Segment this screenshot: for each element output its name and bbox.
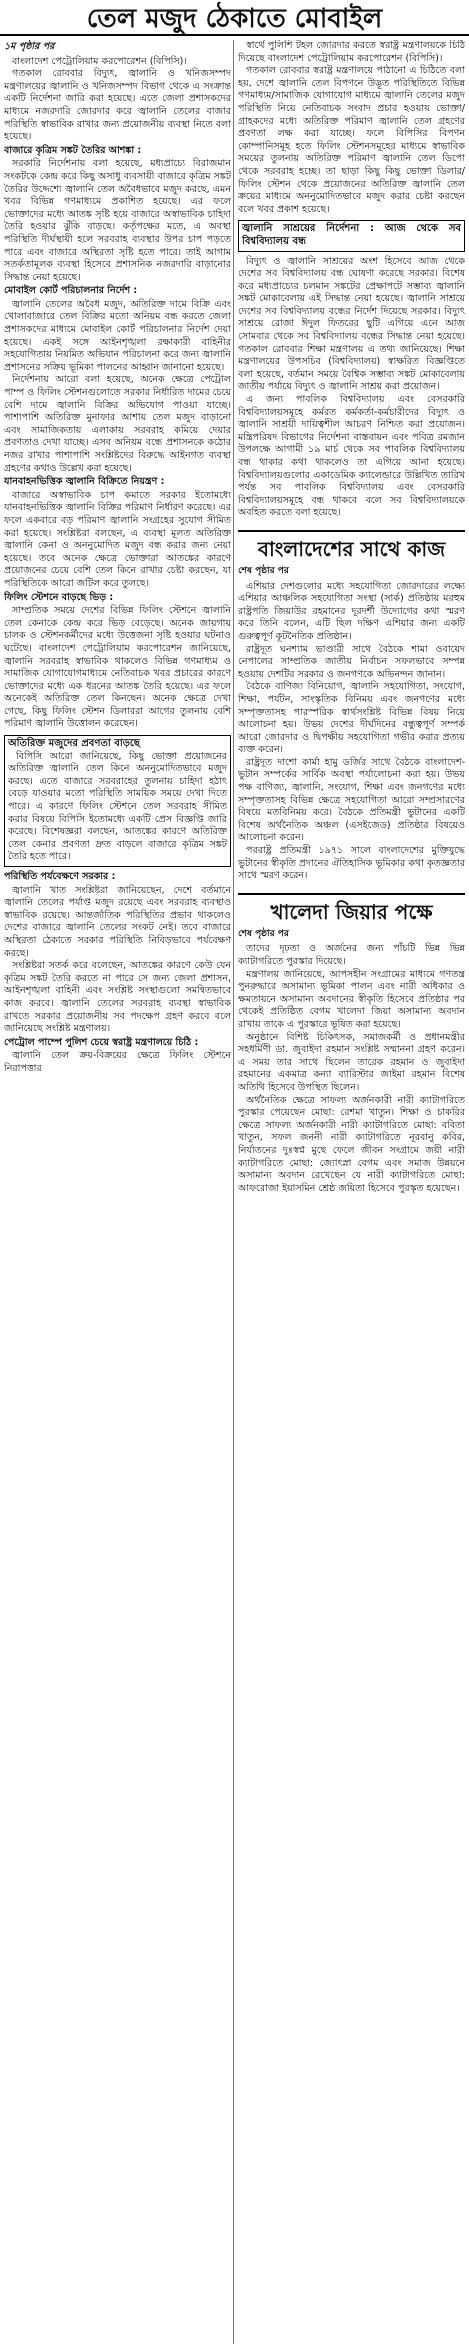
paragraph: রাষ্ট্রদূত দাশো কার্মা হামু ডর্জির সাথে বৈঠকে বাংলাদেশ-ভুটান সম্পর্কের সার্বিক অবস্থা পর্যালোচনা করা হয়। উভয় পক্ষ বাণিজ্য, জ্বালানি, সংযোগ, শিক্ষা এবং জনগণের মধ্যে সম্পৃক্ততাসহ বিভিন্ন ক্ষেত্রে সহযোগিতা আরো সম্প্রসারণের বিষয়ে মতবিনিময় করে। বৈঠকে প্রতিমন্ত্রী ভুটানের একটি বিশেষ অর্থনৈতিক অঞ্চল (এসইজেড) প্রতিষ্ঠার বিষয়েও আলোচনা করেন।: [238, 756, 465, 844]
paragraph: তাদের দৃঢ়তা ও অর্জনের জন্য পাঁচটি ভিন্ন ভিন্ন ক্যাটাগরিতে পুরস্কার দিয়েছে।: [238, 943, 465, 967]
paragraph: নির্দেশনায় আরো বলা হয়েছে, অনেক ক্ষেত্রে পেট্রোল পাম্প ও ফিলিং স্টেশনগুলোতে সরকার নির্ধারিত দামের চেয়ে বেশি দামে জ্বালানি বিক্রির অভিযোগ পাওয়া যাচ্ছে। পাশাপাশি অতিরিক্ত মুনাফার আশায় তেল মজুদ বাড়ানো এবং সামাজিকতায় এলাকায় সরবরাহ কমিয়ে দেয়ার প্রবণতাও দেখা যাচ্ছে। এসব অনিয়ম বন্ধে প্রশাসনকে কঠোর নজর রাখার পাশাপাশি সংশ্লিষ্টদের বিরুদ্ধে আইনগত ব্যবস্থা গ্রহণের কথাও উল্লেখ করা হয়েছে।: [4, 374, 231, 474]
left-column: [4, 40, 231, 2344]
subheading: পেট্রোল পাম্পে পুলিশ চেয়ে স্বরাষ্ট্র মন্ত্রণালয়ে চিঠি :: [4, 1036, 199, 1048]
paragraph: গতকাল রোববার স্বরাষ্ট্র মন্ত্রণালয়ে পাঠানো এ চিঠিতে বলা হয়, দেশে জ্বালানি তেল বিপণনে উদ্ভূত পরিস্থিতিতে বিভিন্ন গণমাধ্যম/সামাজিক যোগাযোগ মাধ্যমে জ্বালানি তেলের মজুদ পরিস্থিতি নিয়ে নেতিবাচক সংবাদ প্রচার হওয়ায় ভোক্তা/গ্রাহকদের মধ্যে অতিরিক্ত পরিমাণ জ্বালানি তেল গ্রহণের প্রবণতা লক্ষ করা যাচ্ছে। ফলে বিপিসির বিপণন কোম্পানিসমূহ হতে ফিলিং স্টেশনসমূহের মাধ্যমে স্বাভাবিক সময়ের তুলনায় অতিরিক্ত পরিমাণ জ্বালানি তেল ডিপো থেকে সরবরাহ হচ্ছে। তা ছাড়া কিছু কিছু ভোক্তা ডিলার/ফিলিং স্টেশন থেকে প্রয়োজনের অতিরিক্ত জ্বালানি তেল ক্রয়ের মাধ্যমে অননুমোদিতভাবে মজুদ করার চেষ্টা করছেন বলে খবর প্রকাশ হয়েছে।: [238, 65, 465, 215]
paragraph: জ্বালানি খাত সংশ্লিষ্টরা জানিয়েছেন, দেশে বর্তমানে জ্বালানি তেলের পর্যাপ্ত মজুদ রয়েছে এবং সরবরাহ ব্যবস্থাও স্বাভাবিক রয়েছে। আন্তর্জাতিক পরিস্থিতির প্রভাব থাকলেও দেশের বাজারে জ্বালানি তেলের সংকট নেই। তবে বাজারে অস্থিরতা ঠেকাতে সরকার পরিস্থিতি নিবিড়ভাবে পর্যবেক্ষণ করছে।: [4, 884, 231, 959]
paragraph: এশিয়ার দেশগুলোর মধ্যে সহযোগিতা জোরদারের লক্ষ্যে এশিয়ার আঞ্চলিক সহযোগিতা সংস্থা (সার্ক) প্রতিষ্ঠায় মরহুম রাষ্ট্রপতি জিয়াউর রহমানের দূরদর্শী উদ্যোগের কথা স্মরণ করে তিনি বলেন, এটি ছিল দক্ষিণ এশিয়ার জন্য একটি গুরুত্বপূর্ণ কূটনৈতিক প্রতিষ্ঠান।: [238, 580, 465, 642]
subheading: পরিস্থিতি পর্যবেক্ষণে সরকার :: [4, 871, 116, 882]
paragraph: বিদ্যুৎ ও জ্বালানি সাশ্রয়ের অংশ হিসেবে আজ থেকে দেশের সব বিশ্ববিদ্যালয় বন্ধ ঘোষণা করেছে সরকার। বিশেষ করে মধ্যপ্রাচ্যের চলমান সঙ্কটের প্রেক্ষাপটে সম্ভাব্য জ্বালানি সঙ্কট মোকাবেলায় এই সিদ্ধান্ত নেয়া হয়েছে। জ্বালানি সাশ্রয়ে দেশের সব বিশ্ববিদ্যালয় বন্ধের নির্দেশ দিয়েছে সরকার। বিদ্যুৎ সাশ্রয়ে রোজা ঈদুল ফিতরের ছুটি এগিয়ে এনে আজ সোমবার থেকে সব বিশ্ববিদ্যালয় বন্ধের সিদ্ধান্ত নেয়া হয়েছে। গতকাল রোববার শিক্ষা মন্ত্রণালয় এ তথ্য জানিয়েছে। শিক্ষা মন্ত্রণালয়ের উপসচিব (বিশ্ববিদ্যালয়) স্বাক্ষরিত বিজ্ঞপ্তিতে বলা হয়েছে, বর্তমান সময়ে বৈশ্বিক সম্ভাব্য সঙ্কট মোকাবেলায় জাতীয় পর্যায়ে বিদ্যুৎ ও জ্বালানি সাশ্রয় করা প্রয়োজন।: [238, 255, 465, 393]
subheading: ফিলিং স্টেশনে বাড়ছে ভিড় :: [4, 591, 114, 603]
continued-label: শেষ পৃষ্ঠার পর: [238, 928, 289, 939]
paragraph: অর্থনৈতিক ক্ষেত্রে সাফল্য অর্জনকারী নারী ক্যাটাগরিতে পুরস্কার পেয়েছেন মোছা: রেশমা খাতুন। শিক্ষা ও চাকরির ক্ষেত্রে সাফল্য অর্জনকারী নারী ক্যাটাগরিতে মোছা: ববিতা খাতুন, সফল জননী নারী ক্যাটাগরিতে নূরবানু কবির, নির্যাতনের দুঃস্বপ্ন মুছে ফেলে জীবন সংগ্রামে জয়ী নারী ক্যাটাগরিতে মোছা: জ্যোৎস্না বেগম এবং সমাজ উন্নয়নে অসামান্য অবদান রেখেছেন যে নারী ক্যাটাগরিতে মোছা: আফরোজা ইয়াসমিন শ্রেষ্ঠ জয়িতা হিসেবে পুরস্কৃত হয়েছেন।: [238, 1094, 465, 1194]
paragraph: রাষ্ট্রদূত ঘনশ্যাম ভাণ্ডারী সাথে বৈঠকে শামা ওবায়েদ নেপালের সাম্প্রতিক জাতীয় নির্বাচন সফলভাবে সম্পন্ন হওয়ায় দেশটির সরকার ও জনগণকে অভিনন্দন জানান।: [238, 643, 465, 680]
paragraph: বৈঠকে বাণিজ্য বিনিয়োগ, জ্বালানি সহযোগিতা, সংযোগ, শিক্ষা, পর্যটন, সাংস্কৃতিক বিনিময় এবং জনগণের মধ্যে সম্পৃক্ততাসহ পারস্পরিক স্বার্থসংশ্লিষ্ট বিভিন্ন বিষয় নিয়ে আলোচনা হয়। উভয় দেশের দীর্ঘদিনের বন্ধুত্বপূর্ণ সম্পর্ক আরো জোরদার ও দ্বিপক্ষীয় সহযোগিতা গভীর করার প্রত্যয় ব্যক্ত করেন।: [238, 681, 465, 756]
subheading-box: [238, 220, 465, 251]
paragraph: সাম্প্রতিক সময়ে দেশের বিভিন্ন ফিলিং স্টেশনে জ্বালানি তেল কেনাকে কেন্দ্র করে ভিড় বেড়েছে। অনেক জায়গায় চালক ও স্টেশনকর্মীদের মধ্যে উত্তেজনা সৃষ্টি হওয়ার ঘটনাও ঘটেছে। বাংলাদেশ পেট্রোলিয়াম করপোরেশন জানিয়েছে, জ্বালানি সরবরাহ স্বাভাবিক থাকলেও বিভিন্ন গণমাধ্যম ও সামাজিক যোগাযোগমাধ্যমে নেতিবাচক খবর প্রচারের কারণে ভোক্তাদের মধ্যে এক ধরনের আতঙ্ক তৈরি হয়েছে। এর ফলে অনেকেই অতিরিক্ত তেল কিনছেন। অনেক ক্ষেত্রে দেখা গেছে, কিছু ফিলিং স্টেশন ডিলাররা আগের তুলনায় বেশি পরিমাণ জ্বালানি উত্তোলন করেছেন।: [4, 605, 231, 730]
section-headline: বাংলাদেশের সাথে কাজ: [257, 536, 446, 561]
box-title: অতিরিক্ত মজুদের প্রবণতা বাড়ছে: [8, 738, 140, 750]
paragraph: জ্বালানি তেল ক্রয়-বিক্রয়ের ক্ষেত্রে ফিলিং স্টেশনে নিরাপত্তার: [4, 1050, 231, 1074]
paragraph: বাংলাদেশ পেট্রোলিয়াম করপোরেশন (বিপিসি)।: [12, 55, 187, 67]
highlight-box: [4, 735, 231, 867]
box-text: বিপিসি আরো জানিয়েছে, কিছু ভোক্তা প্রয়োজনের অতিরিক্ত জ্বালানি তেল কিনে অননুমোদিতভাবে মজুদ করছে। এতে বাজারে সরবরাহের তুলনায় চাহিদা হঠাৎ বেড়ে যাওয়ার মতো পরিস্থিতি সাময়িক সময়ে দেখা দিতে পারে। এ কারণে ফিলিং স্টেশনে তেল সরবরাহ সীমিত করার বিষয়ে বিপিসি ইতোমধ্যে একটি প্রেস বিজ্ঞপ্তি জারি করেছে। বিশেষজ্ঞরা বলছেন, আতঙ্কের কারণে অতিরিক্ত তেল কেনার প্রবণতা দ্রুত বাড়লে বাজারে কৃত্রিম সঙ্কট তৈরি হতে পারে।: [8, 750, 227, 863]
paragraph: বাজারে অস্বাভাবিক চাপ কমাতে সরকার ইতোমধ্যে যানবাহনভিত্তিক জ্বালানি বিক্রির পরিমাণ নির্ধারণ করেছে। এর ফলে একবারে বড় পরিমাণ জ্বালানি সংগ্রহের সুযোগ সীমিত করা হয়েছে। সংশ্লিষ্টরা বলছেন, এ ব্যবস্থা মূলত অতিরিক্ত জ্বালানি কেনা ও অননুমোদিত মজুদ বন্ধ করার জন্য নেয়া হয়েছে। তবে অনেক ক্ষেত্রে ভোক্তারা আতঙ্কের কারণে প্রয়োজনের চেয়ে বেশি তেল কিনে রাখার চেষ্টা করছেন, যা পরিস্থিতিকে আরো জটিল করে তুলছে।: [4, 489, 231, 589]
article-section-khaleda: [238, 893, 465, 1195]
continued-label: ১ম পৃষ্ঠার পর: [4, 41, 55, 52]
main-headline: তেল মজুদ ঠেকাতে মোবাইল: [0, 0, 469, 36]
section-headline: খালেদা জিয়ার পক্ষে: [270, 899, 433, 924]
right-column: [238, 40, 465, 2344]
paragraph: সংশ্লিষ্টরা সতর্ক করে বলেছেন, আতঙ্কের কারণে কেউ যেন কৃত্রিম সঙ্কট তৈরি করতে না পারে সে জন্য জেলা প্রশাসন, আইনশৃঙ্খলা বাহিনী এবং সংশ্লিষ্ট সংস্থাগুলো সমন্বিতভাবে কাজ করবে। জ্বালানি তেলের সরবরাহ ব্যবস্থা স্বাভাবিক রাখতে সরকার প্রয়োজনীয় সব পদক্ষেপ গ্রহণ করবে বলে জানিয়েছে সংশ্লিষ্ট মন্ত্রণালয়।: [4, 960, 231, 1035]
subheading: মোবাইল কোর্ট পরিচালনার নির্দেশ :: [4, 285, 138, 297]
column-divider: [233, 40, 234, 2344]
paragraph: জ্বালানি তেলের অবৈধ মজুদ, অতিরিক্ত দামে বিক্রি এবং খোলাবাজারে তেল বিক্রির মতো অনিয়ম বন্ধ করতে জেলা প্রশাসকদের মাধ্যমে মোবাইল কোর্ট পরিচালনার নির্দেশ দেয়া হয়েছে। একই সঙ্গে আইনশৃঙ্খলা রক্ষাকারী বাহিনীর সহযোগিতায় নিয়মিত অভিযান পরিচালনা করে জন্য জ্বালানি প্রশাসনের সক্রিয় ভূমিকা পালনের আহ্বান জানানো হয়েছে।: [4, 298, 231, 373]
box-title: জ্বালানি সাশ্রয়ের নির্দেশনা : আজ থেকে সব বিশ্ববিদ্যালয় বন্ধ: [242, 223, 461, 247]
paragraph: এ জন্য পাবলিক বিশ্ববিদ্যালয় এবং বেসরকারি বিশ্ববিদ্যালয়সমূহে কর্মরত কর্মকর্তা-কর্মচারীদের বিদ্যুৎ ও জ্বালানি সাশ্রয়ী দায়িত্বশীল আচরণ নিশ্চিত করা প্রয়োজন। মন্ত্রিপরিষদ বিভাগের নির্দেশনা বাস্তবায়ন এবং পবিত্র রমজান উপলক্ষে আগামী ১৯ মার্চ থেকে সব পাবলিক বিশ্ববিদ্যালয় বন্ধ থাকার কথা থাকলেও তা এগিয়ে আনা হয়েছে। বিশ্ববিদ্যালয়গুলোর একাডেমিক ক্যালেন্ডারে উল্লিখিত তারিখ পর্যন্ত সব পাবলিক বিশ্ববিদ্যালয় এবং বেসরকারি বিশ্ববিদ্যালয়সমূহে বন্ধ থাকবে বলে সব বিশ্ববিদ্যালয়কে অবহিত করতে বলা হয়েছে।: [238, 394, 465, 519]
subheading: যানবাহনভিত্তিক জ্বালানি বিক্রিতে নিয়ন্ত্রণ :: [4, 476, 165, 488]
paragraph: মন্ত্রণালয় জানিয়েছে, আপসহীন সংগ্রামের মাধ্যমে গণতন্ত্র পুনরুদ্ধারে অসামান্য ভূমিকা পালন এবং নারী অধিকার ও ক্ষমতায়নে অসামান্য অবদানের স্বীকৃতি হিসেবে প্রতিষ্ঠার পর থেকেই প্রতিষ্ঠিত বেগম খালেদা জিয়া অসামান্য অবদান রাখায় তাকে এ পুরস্কারে ভূষিত করা হয়েছে।: [238, 968, 465, 1030]
paragraph: অনুষ্ঠানে বিশিষ্ট চিকিৎসক, সমাজকর্মী ও প্রধানমন্ত্রীর সহধর্মিণী ডা. জুবাইদা রহমান সংশ্লিষ্ট সম্মাননা গ্রহণ করেন। এ সময় তার সাথে ছিলেন তারেক রহমান ও জুবাইদা রহমানের একমাত্র কন্যা ব্যারিস্টার জাইমা রহমান বিশেষ অতিথি হিসেবে উপস্থিত ছিলেন।: [238, 1031, 465, 1093]
paragraph: পররাষ্ট্র প্রতিমন্ত্রী ১৯৭১ সালে বাংলাদেশের মুক্তিযুদ্ধে ভুটানের স্বীকৃতি প্রদানের ঐতিহাসিক ভূমিকার কথা কৃতজ্ঞতার সাথে স্মরণ করেন।: [238, 845, 465, 882]
paragraph: গতকাল রোববার বিদ্যুৎ, জ্বালানি ও খনিজসম্পদ মন্ত্রণালয়ের জ্বালানি ও খনিজসম্পদ বিভাগ থেকে এ সংক্রান্ত একটি নির্দেশনা জারি করা হয়েছে। এতে জেলা প্রশাসকদের মাধ্যমে নজরদারি জোরদার করে জ্বালানি তেলের বাজার পরিস্থিতি স্বাভাবিক রাখার জন্য প্রয়োজনীয় ব্যবস্থা নিতে বলা হয়েছে।: [4, 68, 231, 143]
subheading: বাজারে কৃত্রিম সঙ্কট তৈরির আশঙ্কা :: [4, 144, 142, 156]
article-section-bangladesh: [238, 530, 465, 883]
continued-label: শেষ পৃষ্ঠার পর: [238, 565, 289, 576]
paragraph: স্বার্থে পুলিশি টহল জোরদার করতে স্বরাষ্ট্র মন্ত্রণালয়কে চিঠি দিয়েছে বাংলাদেশ পেট্রোলিয়াম করপোরেশন (বিপিসি)।: [238, 40, 465, 64]
paragraph: সরকারি নির্দেশনায় বলা হয়েছে, মধ্যপ্রাচ্যে বিরাজমান সংকটকে কেন্দ্র করে কিছু অসাধু ব্যবসায়ী বাজারে কৃত্রিম সঙ্কট তৈরির উদ্দেশ্যে জ্বালানি তেল অবৈধভাবে মজুদ করছে, এমন খবর বিভিন্ন গণমাধ্যমে প্রকাশিত হয়েছে। এর ফলে ভোক্তাদের মধ্যে আতঙ্ক সৃষ্টি হয়ে বাজারে অস্বাভাবিক চাহিদা তৈরি হওয়ার ঝুঁকি বাড়ছে। কর্তৃপক্ষের মতে, এ অবস্থা পরিস্থিতি দীর্ঘস্থায়ী হলে সরবরাহ ব্যবস্থার উপর চাপ পড়তে পারে এবং বাজারে অস্থিরতা সৃষ্টি হতে পারে। তাই আগাম সতর্কতামূলক ব্যবস্থা হিসেবে প্রশাসনিক নজরদারি বাড়ানোর সিদ্ধান্ত নেয়া হয়েছে।: [4, 158, 231, 283]
